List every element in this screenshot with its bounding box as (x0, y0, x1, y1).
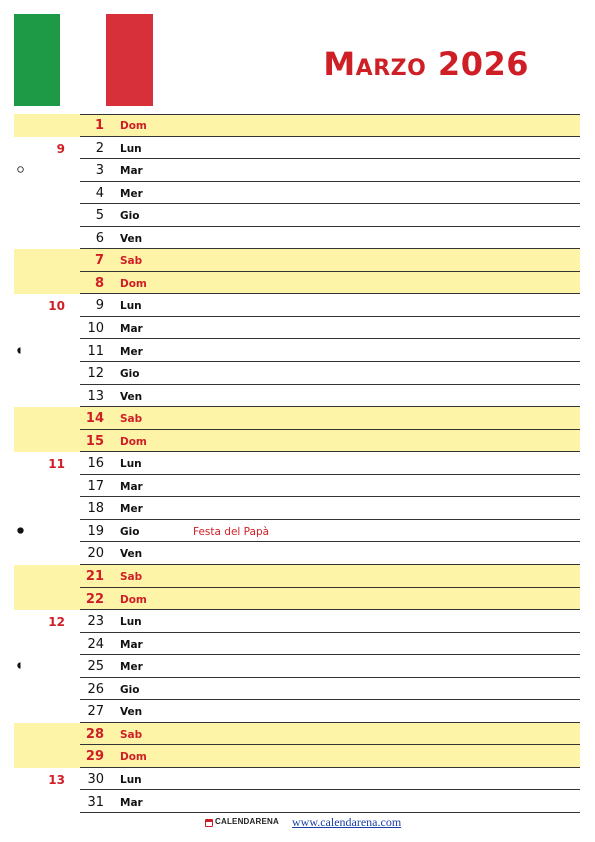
day-number: 4 (95, 185, 104, 201)
weekend-band-left (14, 249, 80, 272)
weekend-band-left (14, 588, 80, 611)
day-row (0, 294, 595, 317)
flag-red-stripe (106, 14, 153, 106)
day-row (0, 317, 595, 340)
day-row (0, 385, 595, 408)
day-number: 2 (95, 140, 104, 156)
day-row (0, 272, 595, 295)
weekend-band (80, 114, 580, 137)
new-moon-icon (17, 527, 24, 534)
day-name: Ven (120, 548, 143, 561)
day-row (0, 723, 595, 746)
day-name: Dom (120, 277, 147, 290)
day-number: 14 (85, 411, 104, 427)
day-name: Lun (120, 773, 142, 786)
day-number: 17 (87, 478, 104, 494)
day-row (0, 182, 595, 205)
day-row (0, 407, 595, 430)
day-name: Mar (120, 796, 143, 809)
day-name: Gio (120, 683, 140, 696)
full-moon-outline-icon (17, 166, 24, 173)
day-number: 23 (87, 614, 104, 630)
day-row (0, 430, 595, 453)
weekend-band (80, 723, 580, 746)
day-number: 1 (94, 118, 104, 133)
day-name: Sab (120, 571, 143, 583)
day-number: 27 (87, 704, 104, 720)
day-name: Ven (120, 706, 143, 719)
day-number: 5 (95, 208, 104, 224)
day-row (0, 678, 595, 701)
day-row (0, 565, 595, 588)
day-row (0, 768, 595, 791)
day-name: Gio (120, 368, 140, 381)
day-row (0, 745, 595, 768)
holiday-label: Festa del Papà (193, 525, 270, 538)
day-name: Dom (120, 120, 147, 132)
weekend-band-left (14, 745, 80, 768)
day-name: Sab (120, 413, 143, 426)
week-number: 9 (56, 141, 65, 156)
day-row (0, 588, 595, 611)
day-row (0, 475, 595, 498)
row-divider (80, 114, 580, 115)
day-name: Lun (120, 458, 142, 471)
day-name: Dom (120, 593, 147, 606)
day-number: 16 (87, 456, 104, 472)
day-row (0, 655, 595, 678)
day-name: Gio (120, 525, 140, 538)
day-number: 12 (87, 366, 104, 382)
week-number: 12 (48, 615, 65, 630)
day-name: Lun (120, 616, 142, 629)
day-number: 11 (87, 343, 104, 359)
day-number: 21 (85, 569, 104, 584)
day-number: 29 (85, 749, 104, 765)
day-number: 30 (87, 771, 104, 787)
day-name: Mer (120, 187, 143, 200)
weekend-band-left (14, 407, 80, 430)
flag-green-stripe (14, 14, 61, 106)
day-number: 24 (87, 636, 104, 652)
weekend-band (80, 430, 580, 453)
day-row (0, 452, 595, 475)
day-number: 3 (95, 163, 104, 179)
day-row (0, 227, 595, 250)
day-row (0, 700, 595, 723)
day-name: Mer (120, 345, 143, 358)
footer (0, 816, 595, 832)
day-row (0, 362, 595, 385)
flag-white-stripe (60, 14, 107, 106)
page-title: Marzo 2026 (323, 45, 529, 83)
day-row (0, 340, 595, 363)
day-number: 25 (87, 659, 104, 675)
day-name: Sab (120, 255, 143, 268)
brand-name: CALENDARENA (215, 817, 279, 826)
weekend-band-left (14, 723, 80, 746)
day-number: 13 (87, 388, 104, 404)
day-name: Dom (120, 751, 147, 764)
day-number: 9 (95, 298, 104, 314)
weekend-band (80, 249, 580, 272)
weekend-band-left (14, 114, 80, 137)
day-number: 26 (87, 681, 104, 697)
calendar-icon (205, 819, 213, 827)
weekend-band-left (14, 565, 80, 588)
day-row (0, 249, 595, 272)
week-number: 11 (48, 457, 65, 472)
week-number: 13 (48, 772, 65, 787)
day-row (0, 633, 595, 656)
day-name: Ven (120, 390, 143, 403)
day-row (0, 542, 595, 565)
day-name: Mer (120, 503, 143, 516)
weekend-band (80, 745, 580, 768)
day-number: 15 (85, 433, 104, 449)
day-row (0, 610, 595, 633)
day-row (0, 520, 595, 543)
day-name: Gio (120, 210, 140, 223)
weekend-band-left (14, 272, 80, 295)
weekend-band-left (14, 430, 80, 453)
day-row (0, 137, 595, 160)
day-name: Mar (120, 322, 143, 335)
day-number: 28 (85, 726, 104, 742)
day-name: Mer (120, 661, 143, 674)
last-quarter-icon (17, 347, 24, 354)
day-number: 8 (94, 275, 104, 291)
row-divider (80, 812, 580, 813)
day-name: Mar (120, 165, 143, 178)
day-row (0, 159, 595, 182)
day-name: Sab (120, 728, 143, 741)
day-row (0, 114, 595, 137)
day-number: 31 (87, 794, 104, 810)
day-row (0, 791, 595, 814)
day-number: 10 (87, 320, 104, 336)
day-name: Mar (120, 480, 143, 493)
website-link[interactable]: www.calendarena.com (292, 815, 402, 829)
day-name: Dom (120, 435, 147, 448)
day-number: 22 (85, 591, 104, 607)
day-row (0, 497, 595, 520)
first-quarter-icon (17, 662, 24, 669)
day-name: Lun (120, 142, 142, 155)
weekend-band (80, 565, 580, 588)
day-number: 6 (95, 230, 104, 246)
weekend-band (80, 272, 580, 295)
day-number: 19 (87, 523, 104, 539)
day-number: 7 (94, 253, 104, 269)
day-row (0, 204, 595, 227)
day-name: Ven (120, 232, 143, 245)
weekend-band (80, 588, 580, 611)
day-name: Lun (120, 300, 142, 313)
day-number: 18 (87, 501, 104, 517)
day-number: 20 (87, 546, 104, 562)
weekend-band (80, 407, 580, 430)
week-number: 10 (48, 299, 65, 314)
day-name: Mar (120, 638, 143, 651)
